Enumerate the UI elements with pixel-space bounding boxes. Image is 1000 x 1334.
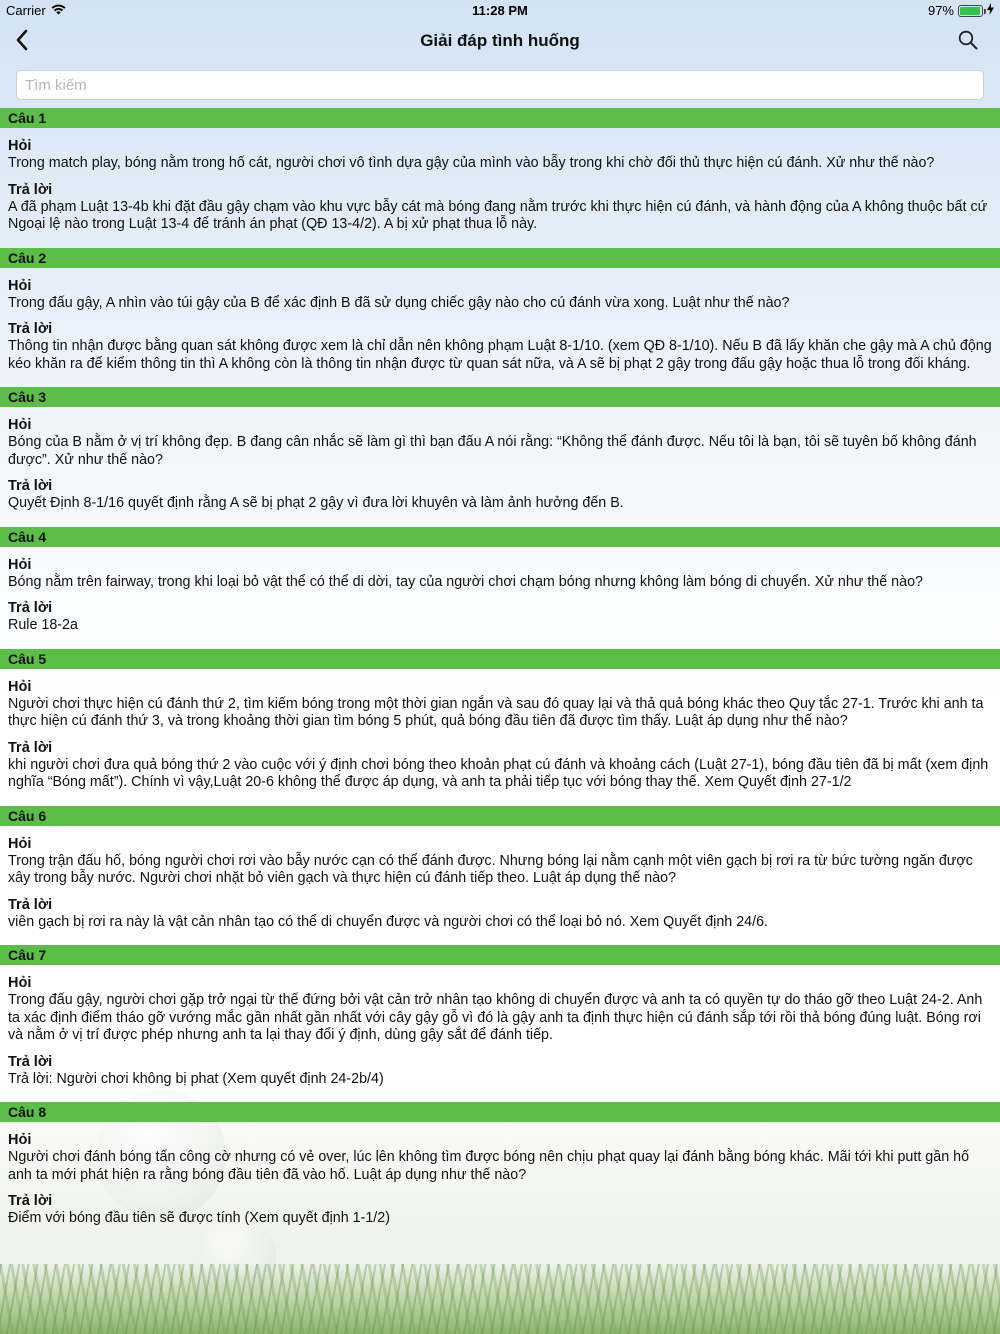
qa-title: Câu 4: [8, 528, 47, 545]
qa-list[interactable]: [0, 108, 1000, 1242]
status-bar: [0, 0, 1000, 22]
qa-body: [0, 826, 1000, 946]
answer-text: khi người chơi đưa quả bóng thứ 2 vào cuộc với ý định chơi bóng theo khoản phạt cú đánh và khoảng cách (Luật 27-1), bóng đầu tiên đã bị mất (xem định nghĩa “Bóng mất”). Chính vì vậy,Luật 20-6 không thể được áp dụng, và anh ta phải tiếp tục với bóng thay thế. Xem Quyết định 27-1/2: [8, 756, 989, 790]
battery-level: [960, 7, 980, 15]
search-bar: [16, 70, 984, 100]
qa-item[interactable]: [0, 806, 1000, 946]
search-input[interactable]: [16, 70, 984, 100]
search-button[interactable]: [954, 28, 982, 56]
answer-label: Trả lời: [8, 896, 53, 913]
qa-body: [0, 965, 1000, 1102]
status-time: 11:28 PM: [472, 3, 528, 18]
qa-item[interactable]: [0, 387, 1000, 527]
qa-body: [0, 407, 1000, 527]
qa-title: Câu 7: [8, 947, 47, 963]
question-label: Hỏi: [8, 138, 32, 154]
qa-title: Câu 1: [8, 110, 47, 126]
question-label: Hỏi: [8, 835, 32, 852]
qa-item[interactable]: [0, 527, 1000, 649]
battery-icon: [958, 5, 983, 17]
answer-text: Thông tin nhận được bằng quan sát không được xem là chỉ dẫn nên không phạm Luật 8-1/10. (xem QĐ 8-1/10). Nếu B đã lấy khăn che gậy mà A chủ động kéo khăn ra để kiểm thông tin thì A không còn là thông tin nhận được từ quan sát nữa, và A sẽ bị phạt 2 gậy trong đấu gậy hoặc thua lỗ trong đối kháng.: [8, 338, 992, 372]
qa-body: [0, 268, 1000, 388]
answer-label: Trả lời: [8, 1053, 53, 1070]
qa-item[interactable]: [0, 945, 1000, 1102]
qa-section-header: [0, 248, 1000, 268]
charging-icon: [987, 3, 994, 18]
question-label: Hỏi: [8, 1132, 32, 1148]
chevron-left-icon: [15, 29, 29, 56]
qa-section-header: [0, 527, 1000, 547]
qa-section-header: [0, 649, 1000, 669]
answer-text: Quyết Định 8-1/16 quyết định rằng A sẽ bị phạt 2 gậy vì đưa lời khuyên và làm ảnh hưởng đến B.: [8, 495, 624, 511]
answer-text: Rule 18-2a: [8, 617, 78, 633]
question-text: Người chơi thực hiện cú đánh thứ 2, tìm kiếm bóng trong một thời gian ngắn và sau đó quay lại và thả quả bóng khác theo Quy tắc 27-1. Trước khi anh ta thực hiện cú đánh thứ 3, và trong khoảng thời gian tìm bóng 5 phút, quả bóng đầu tiên đã được tìm thấy. Luật áp dụng như thế nào?: [8, 695, 984, 729]
battery-percentage: 97%: [927, 3, 954, 18]
answer-label: Trả lời: [8, 739, 53, 756]
question-text: Trong đấu gậy, A nhìn vào túi gậy của B để xác định B đã sử dụng chiếc gậy nào cho cú đánh vừa xong. Luật như thế nào?: [8, 294, 790, 311]
question-label: Hỏi: [8, 277, 32, 294]
answer-text: Điểm với bóng đầu tiên sẽ được tính (Xem quyết định 1-1/2): [8, 1210, 390, 1226]
battery-indicator: [928, 3, 994, 18]
qa-body: [0, 1122, 1000, 1242]
grass-decoration: [0, 1264, 1000, 1334]
qa-title: Câu 2: [8, 249, 47, 266]
answer-text: Trả lời: Người chơi không bị phat (Xem quyết định 24-2b/4): [8, 1070, 384, 1087]
question-label: Hỏi: [8, 556, 32, 573]
question-text: Trong trận đấu hố, bóng người chơi rơi vào bẫy nước cạn có thể đánh được. Nhưng bóng lại nằm cạnh một viên gạch bị rơi ra từ bức tường ngăn được xây trong bẫy nước. Người chơi nhặt bỏ viên gạch và thực hiện cú đánh tiếp theo. Luật áp dụng thế nào?: [8, 852, 973, 886]
carrier-label: Carrier: [6, 3, 46, 18]
answer-label: Trả lời: [8, 478, 53, 494]
qa-section-header: [0, 108, 1000, 128]
qa-section-header: [0, 945, 1000, 965]
qa-title: Câu 8: [8, 1104, 47, 1120]
qa-section-header: [0, 1102, 1000, 1122]
qa-section-header: [0, 806, 1000, 826]
search-icon: [958, 30, 978, 55]
qa-title: Câu 6: [8, 807, 47, 824]
answer-label: Trả lời: [8, 181, 53, 198]
answer-text: viên gạch bị rơi ra này là vật cản nhân tạo có thể di chuyển được và người chơi có thể loại bỏ nó. Xem Quyết định 24/6.: [8, 913, 769, 930]
navigation-bar: [0, 22, 1000, 62]
answer-label: Trả lời: [8, 321, 53, 337]
qa-title: Câu 5: [8, 650, 47, 667]
qa-item[interactable]: [0, 248, 1000, 388]
qa-section-header: [0, 387, 1000, 407]
qa-title: Câu 3: [8, 389, 47, 405]
question-text: Bóng nằm trên fairway, trong khi loại bỏ vật thể có thể di dời, tay của người chơi chạm bóng nhưng không làm bóng di chuyển. Xử như thế nào?: [8, 573, 923, 590]
answer-label: Trả lời: [8, 1193, 53, 1209]
question-label: Hỏi: [8, 975, 32, 991]
qa-item[interactable]: [0, 1102, 1000, 1242]
qa-item[interactable]: [0, 108, 1000, 248]
question-text: Người chơi đánh bóng tấn công cờ nhưng có vẻ over, lúc lên không tìm được bóng nên chịu phạt quay lại đánh bằng bóng khác. Mãi tới khi putt gần hố anh ta mới phát hiện ra rằng bóng đầu tiên đã vào hố. Luật áp dụng như thế nào?: [8, 1149, 970, 1183]
page-title: Giải đáp tình huống: [420, 31, 580, 50]
qa-body: [0, 547, 1000, 649]
qa-item[interactable]: [0, 649, 1000, 806]
answer-label: Trả lời: [8, 600, 53, 616]
back-button[interactable]: [8, 28, 36, 56]
qa-body: [0, 128, 1000, 248]
question-text: Trong đấu gậy, người chơi gặp trở ngại từ thế đứng bởi vật cản trở nhân tạo không di chuyển được và anh ta có quyền tự do tháo gỡ theo Luật 24-2. Anh ta xác định điểm tháo gỡ vướng mắc gần nhất gần nhất với cây gậy gỗ vì đó là gậy anh ta định thực hiện cú đánh sắp tới rồi thả bóng đúng luật. Bóng rơi và nằm ở vị trí được phép nhưng anh ta lại thay đổi ý định, dùng gậy sắt để đánh tiếp.: [8, 992, 983, 1043]
qa-body: [0, 669, 1000, 806]
question-label: Hỏi: [8, 417, 32, 433]
question-label: Hỏi: [8, 678, 32, 695]
question-text: Trong match play, bóng nằm trong hố cát, người chơi vô tình dựa gậy của mình vào bẫy trong khi chờ đối thủ thực hiện cú đánh. Xử như thế nào?: [8, 155, 935, 171]
question-text: Bóng của B nằm ở vị trí không đẹp. B đang cân nhắc sẽ làm gì thì bạn đấu A nói rằng: “Không thể đánh được. Nếu tôi là bạn, tôi sẽ tuyên bố không đánh được”. Xử như thế nào?: [8, 434, 977, 468]
answer-text: A đã phạm Luật 13-4b khi đặt đầu gậy chạm vào khu vực bẫy cát mà bóng đang nằm trước khi thực hiện cú đánh, và hành động của A không thuộc bất cứ Ngoại lệ nào trong Luật 13-4 để tránh án phạt (QĐ 13-4/2). A bị xử phạt thua lỗ này.: [8, 198, 988, 232]
